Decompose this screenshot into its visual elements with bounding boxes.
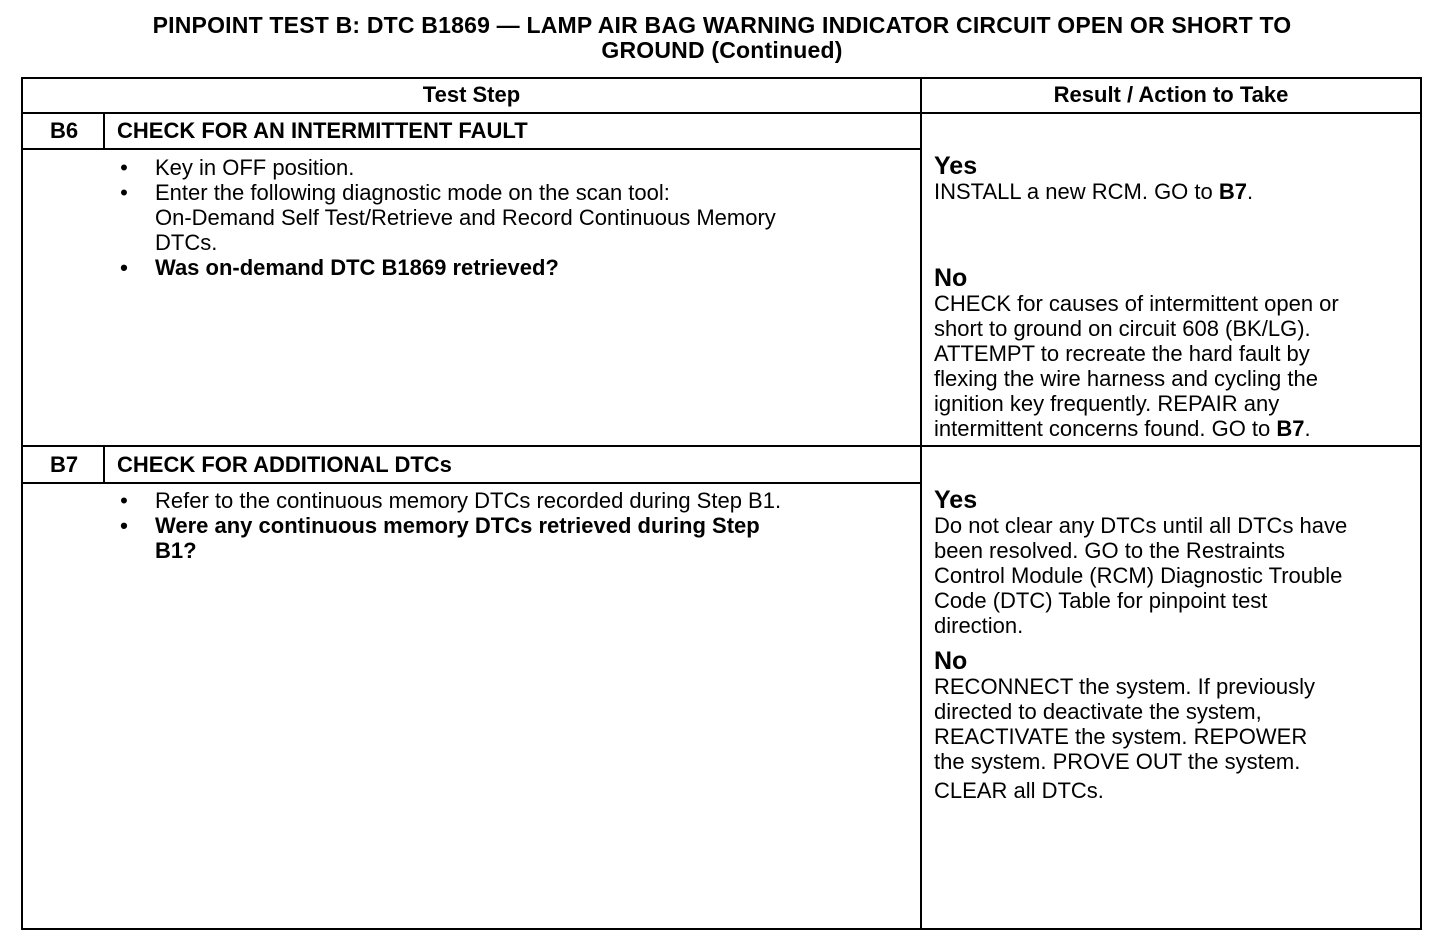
row-divider [21,445,1422,447]
bullet-icon: • [120,155,128,180]
b6-bullet-list [117,155,907,280]
header-divider [21,112,1422,114]
yes-label: Yes [934,486,978,514]
step-id-b7: B7 [49,452,79,477]
list-item: • Key in OFF position. [117,155,907,180]
step-title-b6: CHECK FOR AN INTERMITTENT FAULT [117,118,528,143]
no-label: No [934,647,968,675]
b7-yes-result: Yes Do not clear any DTCs until all DTCs have been resolved. GO to the Restraints Control Module (RCM) Diagnostic Trouble Code (DTC) Table for pinpoint test direction. [934,487,1420,638]
page-title [20,13,1424,63]
list-item: • Was on-demand DTC B1869 retrieved? [117,255,907,280]
list-item: • Were any continuous memory DTCs retrieved during Step B1? [117,513,907,563]
bullet-icon: • [120,513,128,538]
title-line-1: PINPOINT TEST B: DTC B1869 — LAMP AIR BAG WARNING INDICATOR CIRCUIT OPEN OR SHORT TO [152,12,1292,38]
no-label: No [934,264,968,292]
header-result: Result / Action to Take [1053,82,1289,107]
b7-bullet-list [117,488,907,563]
b6-title-divider [21,148,922,150]
b7-title-divider [21,482,922,484]
b6-no-result: No CHECK for causes of intermittent open or short to ground on circuit 608 (BK/LG). ATTEMPT to recreate the hard fault by flexing the wire harness and cycling the ignition key frequently. REPAIR any intermittent concerns found. GO to B7. [934,265,1414,441]
b6-yes-result: Yes INSTALL a new RCM. GO to B7. [934,153,1414,204]
step-title-b7: CHECK FOR ADDITIONAL DTCs [117,452,452,477]
list-item: • Refer to the continuous memory DTCs recorded during Step B1. [117,488,907,513]
list-item: • Enter the following diagnostic mode on the scan tool: On-Demand Self Test/Retrieve and Record Continuous Memory DTCs. [117,180,907,255]
bullet-icon: • [120,255,128,280]
header-test-step: Test Step [422,82,521,107]
yes-label: Yes [934,152,978,180]
bullet-icon: • [120,180,128,205]
title-line-2: GROUND (Continued) [601,37,843,63]
b7-no-result: No RECONNECT the system. If previously directed to deactivate the system, REACTIVATE the system. REPOWER the system. PROVE OUT the system. CLEAR all DTCs. [934,648,1414,803]
column-divider [920,77,922,930]
bullet-icon: • [120,488,128,513]
step-id-b6: B6 [49,118,79,143]
